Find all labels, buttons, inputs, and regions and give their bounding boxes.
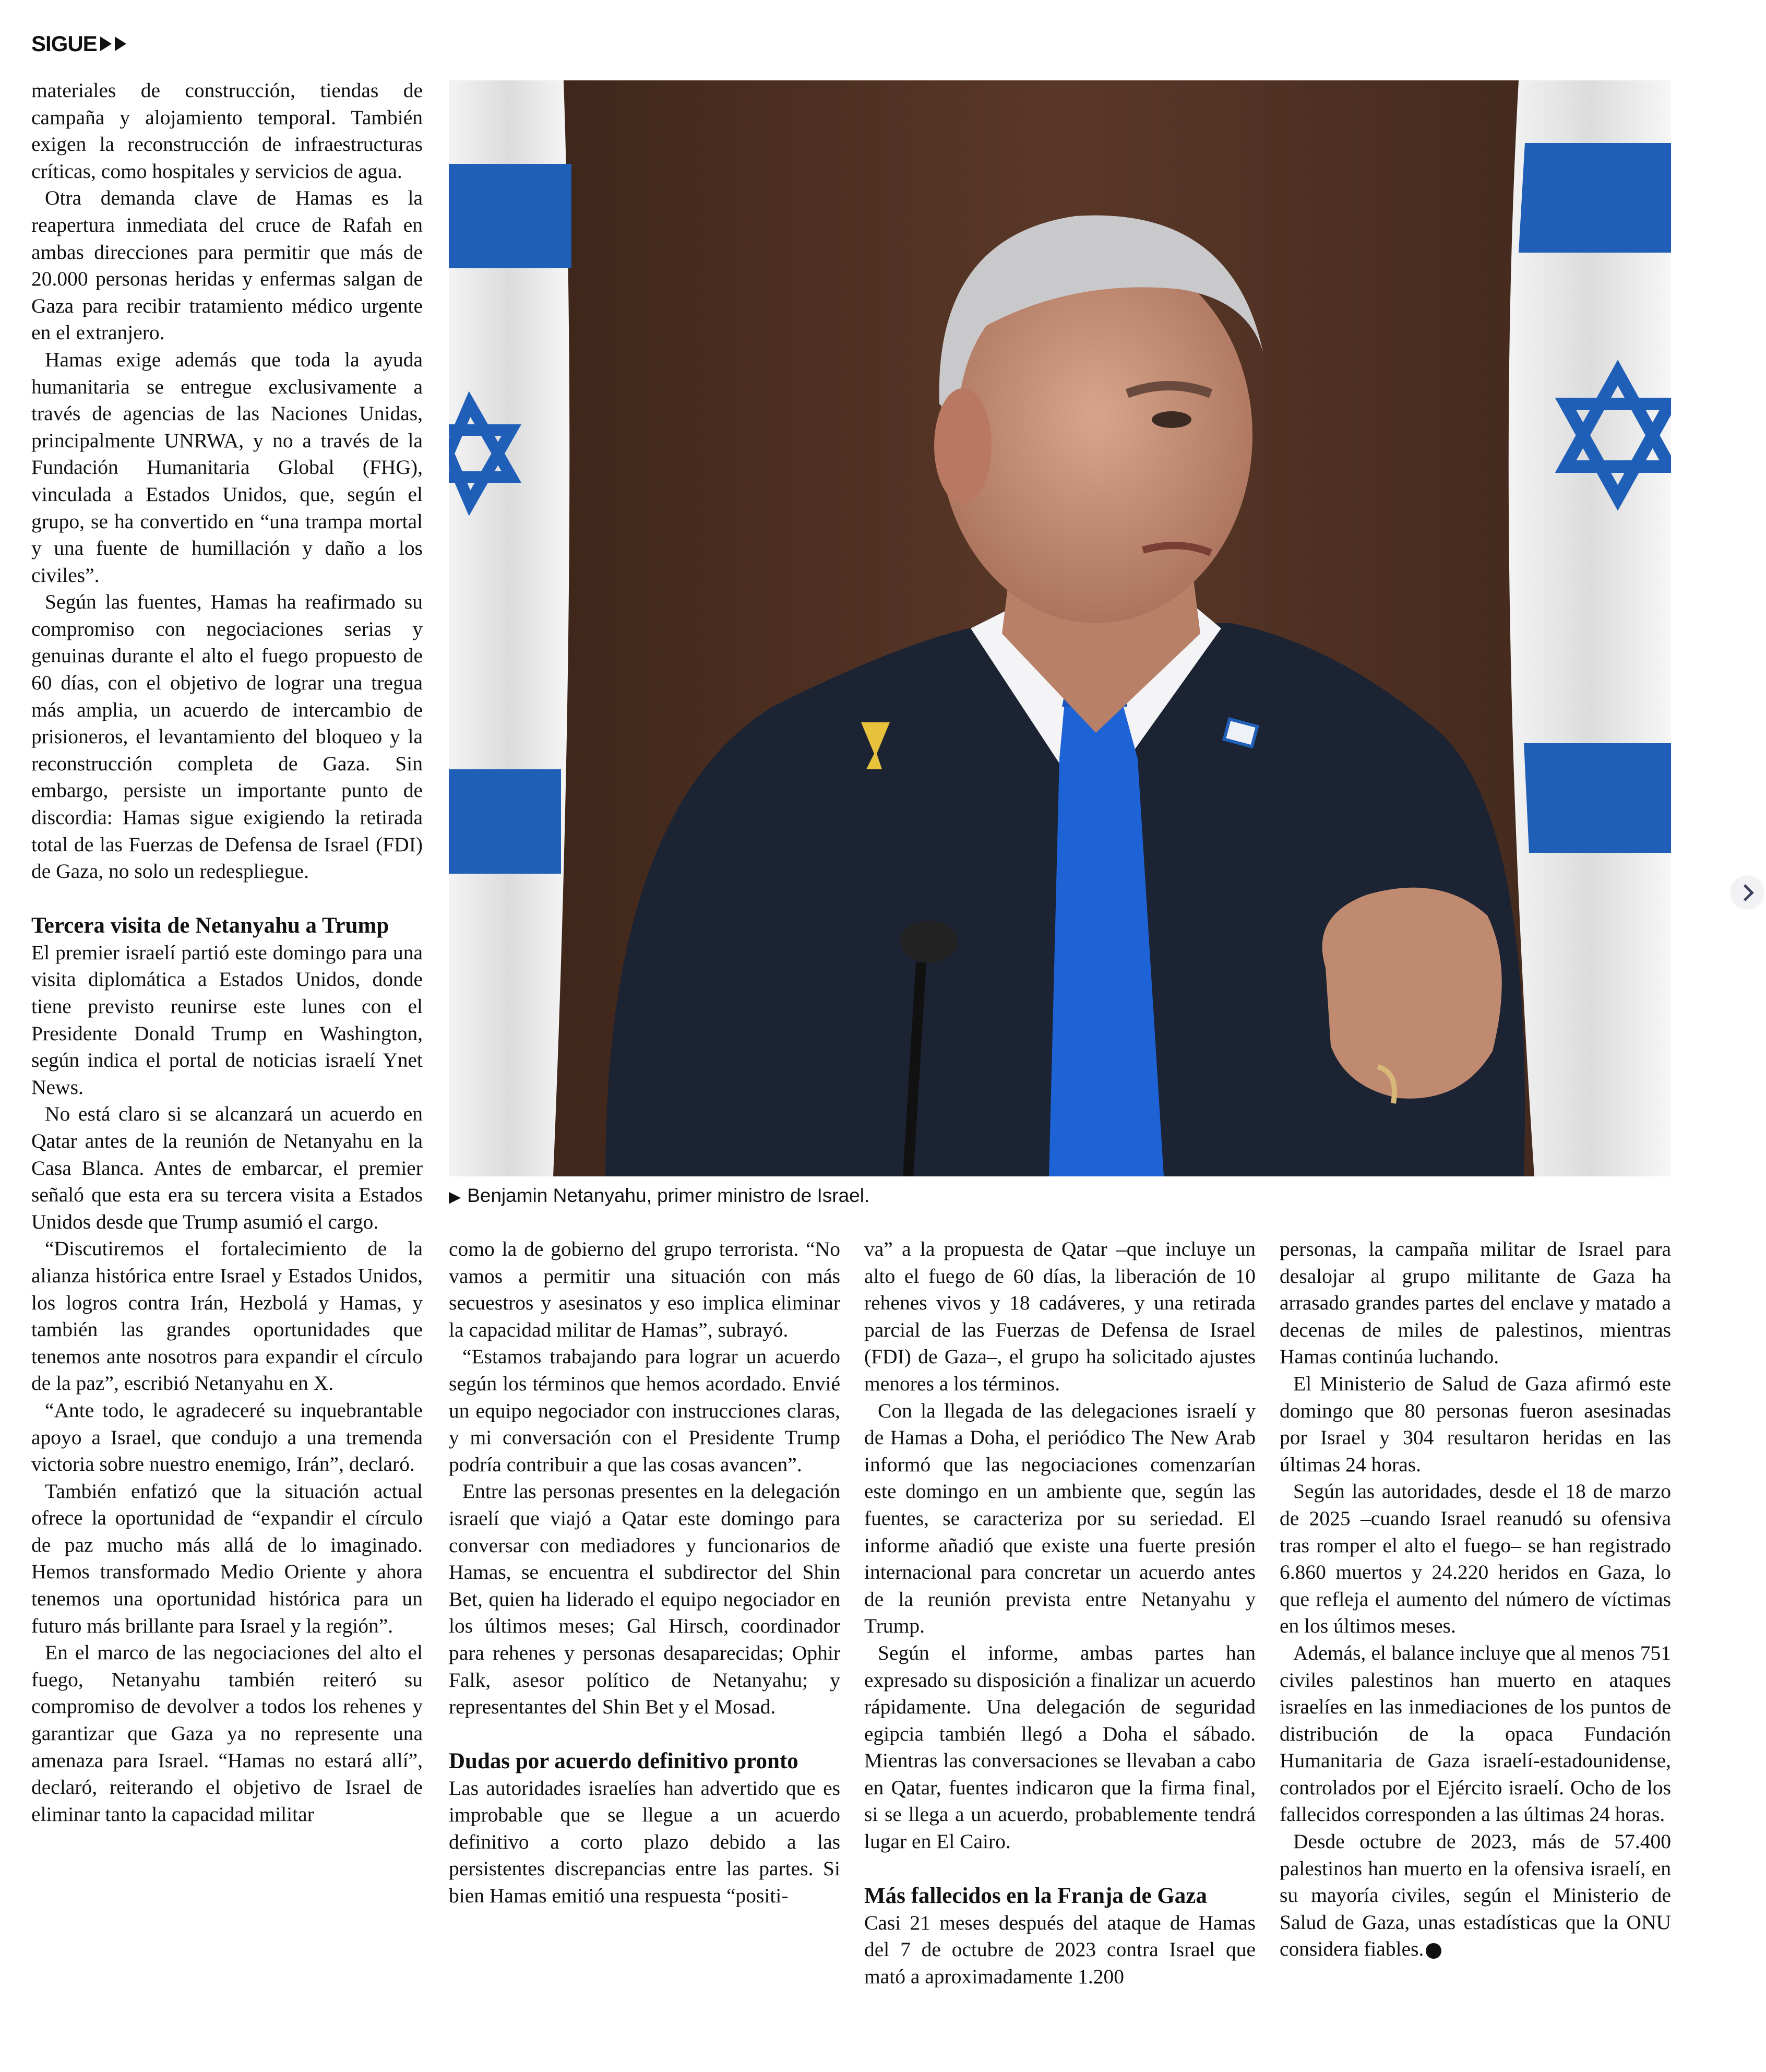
section-heading: Más fallecidos en la Franja de Gaza — [864, 1883, 1207, 1908]
chevron-right-icon — [1737, 884, 1754, 901]
paragraph-final — [1280, 1828, 1671, 1963]
news-photo — [449, 80, 1671, 1176]
paragraph: Según las fuentes, Hamas ha reafirmado su compromiso con negociaciones serias y genuinas durante el alto el fuego propuesto de 60 días, con el objetivo de lograr una tregua más amplia, un acuerdo de intercambio de prisioneros, el levantamiento del bloqueo y la reconstrucción completa de Gaza. Sin embargo, persiste un importante punto de discordia: Hamas sigue exigiendo la retirada total de las Fuerzas de Defensa de Israel (FDI) de Gaza, no solo un redespliegue. — [31, 590, 423, 883]
article-column-3 — [864, 1236, 1256, 1987]
paragraph: como la de gobierno del grupo terrorista. “No vamos a permitir una situación con más secuestros y asesinatos y eso implica eliminar la capacidad militar de Hamas”, subrayó. — [449, 1237, 840, 1341]
paragraph: En el marco de las negociaciones del alto el fuego, Netanyahu también reiteró su compromiso de devolver a todos los rehenes y garantizar que Gaza ya no represente una amenaza para Israel. “Hamas no estará allí”, declaró, reiterando el objetivo de Israel de eliminar tanto la capacidad militar — [31, 1641, 423, 1826]
paragraph: “Estamos trabajando para lograr un acuerdo según los términos que hemos acordado. Envié un equipo negociador con instrucciones claras, y mi conversación con el Presidente Trump podría contribuir a que las cosas avancen”. — [449, 1345, 840, 1476]
arrow-icon-2 — [115, 37, 126, 51]
photo-caption — [449, 1183, 1671, 1210]
article-column-2 — [449, 1236, 840, 1987]
sigue-text: SIGUE — [31, 31, 97, 56]
paragraph: “Ante todo, le agradeceré su inquebrantable apoyo a Israel, que condujo a una tremenda victoria sobre nuestro enemigo, Irán”, declaró. — [31, 1398, 423, 1476]
paragraph: Según las autoridades, desde el 18 de marzo de 2025 –cuando Israel reanudó su ofensiva tras romper el alto el fuego– se han registrado 6.860 muertos y 24.220 heridos en Gaza, lo que refleja el aumento del número de víctimas en los últimos meses. — [1280, 1480, 1671, 1638]
paragraph: Además, el balance incluye que al menos 751 civiles palestinos han muerto en ataques israelíes en las inmediaciones de los puntos de distribución de la opaca Fundación Humanitaria de Gaza israelí-estadounidense, controlados por el Ejército israelí. Ocho de los fallecidos corresponden a las últimas 24 horas. — [1280, 1641, 1671, 1826]
paragraph: También enfatizó que la situación actual ofrece la oportunidad de “expandir el círculo de paz mucho más allá de lo imaginado. Hemos transformado Medio Oriente y ahora tenemos una oportunidad histórica para un futuro más brillante para Israel y la región”. — [31, 1479, 423, 1637]
paragraph: Con la llegada de las delegaciones israelí y de Hamas a Doha, el periódico The New Arab informó que las negociaciones comenzarían este domingo en un ambiente que, según las fuentes, se caracteriza por su seriedad. El informe añadió que existe una fuerte presión internacional para concretar un acuerdo antes de la reunión prevista entre Netanyahu y Trump. — [864, 1399, 1256, 1638]
arrow-icon — [100, 37, 112, 51]
end-of-article-icon — [1426, 1943, 1441, 1959]
paragraph: Hamas exige además que toda la ayuda humanitaria se entregue exclusivamente a través de agencias de las Naciones Unidas, principalmente UNRWA, y no a través de la Fundación Humanitaria Global (FHG), vinculada a Estados Unidos, que, según el grupo, se ha convertido en “una trampa mortal y una fuente de humillación y daño a los civiles”. — [31, 348, 423, 587]
paragraph: El premier israelí partió este domingo para una visita diplomática a Estados Unidos, donde tiene previsto reunirse este lunes con el Presidente Donald Trump en Washington, según indica el portal de noticias israelí Ynet News. — [31, 940, 423, 1099]
caption-text: Benjamin Netanyahu, primer ministro de Israel. — [467, 1185, 870, 1206]
paragraph: Casi 21 meses después del ataque de Hamas del 7 de octubre de 2023 contra Israel que mató a aproximadamente 1.200 — [864, 1911, 1256, 1987]
continues-label — [31, 31, 126, 56]
next-page-button[interactable] — [1732, 877, 1763, 908]
caption-arrow-icon: ▶ — [449, 1188, 461, 1206]
paragraph: Entre las personas presentes en la delegación israelí que viajó a Qatar este domingo para conversar con mediadores y funcionarios de Hamas, se encuentra el subdirector del Shin Bet, quien ha liderado el equipo negociador en los últimos meses; Gal Hirsch, coordinador para rehenes y personas desaparecidas; Ophir Falk, asesor político de Netanyahu; y representantes del Shin Bet y el Mosad. — [449, 1480, 840, 1719]
section-heading: Tercera visita de Netanyahu a Trump — [31, 913, 389, 938]
paragraph: va” a la propuesta de Qatar –que incluye un alto el fuego de 60 días, la liberación de 10 rehenes vivos y 18 cadáveres, y una retirada parcial de las Fuerzas de Defensa de Israel (FDI) de Gaza–, el grupo ha solicitado ajustes menores a los términos. — [864, 1237, 1256, 1395]
paragraph: Según el informe, ambas partes han expresado su disposición a finalizar un acuerdo rápidamente. Una delegación de seguridad egipcia también llegó a Doha el sábado. Mientras las conversaciones se llevaban a cabo en Qatar, fuentes indicaron que la firma final, si se llega a un acuerdo, probablemente tendrá lugar en El Cairo. — [864, 1641, 1256, 1853]
paragraph: Las autoridades israelíes han advertido que es improbable que se llegue a un acuerdo definitivo a corto plazo debido a las persistentes discrepancias entre las partes. Si bien Hamas emitió una respuesta “positi- — [449, 1776, 840, 1908]
paragraph: Otra demanda clave de Hamas es la reapertura inmediata del cruce de Rafah en ambas direcciones para permitir que más de 20.000 personas heridas y enfermas salgan de Gaza para recibir tratamiento médico urgente en el extranjero. — [31, 186, 423, 344]
paragraph: El Ministerio de Salud de Gaza afirmó este domingo que 80 personas fueron asesinadas por Israel y 304 resultaron heridas en las últimas 24 horas. — [1280, 1372, 1671, 1476]
section-heading: Dudas por acuerdo definitivo pronto — [449, 1748, 798, 1773]
article-column-4 — [1280, 1236, 1671, 1987]
photo-illustration — [449, 80, 1671, 1176]
paragraph: personas, la campaña militar de Israel para desalojar al grupo militante de Gaza ha arrasado grandes partes del enclave y matado a decenas de miles de palestinos, mientras Hamas continúa luchando. — [1280, 1237, 1671, 1368]
paragraph: materiales de construcción, tiendas de campaña y alojamiento temporal. También exigen la reconstrucción de infraestructuras críticas, como hospitales y servicios de agua. — [31, 79, 423, 183]
paragraph: No está claro si se alcanzará un acuerdo en Qatar antes de la reunión de Netanyahu en la Casa Blanca. Antes de embarcar, el premier señaló que esta era su tercera visita a Estados Unidos desde que Trump asumió el cargo. — [31, 1102, 423, 1233]
paragraph-text: Desde octubre de 2023, más de 57.400 palestinos han muerto en la ofensiva israelí, en su mayoría civiles, según el Ministerio de Salud de Gaza, unas estadísticas que la ONU considera fiables. — [1280, 1830, 1671, 1961]
article-column-1 — [31, 77, 423, 1987]
paragraph: “Discutiremos el fortalecimiento de la alianza histórica entre Israel y Estados Unidos, los logros contra Irán, Hezbolá y Hamas, y también las grandes oportunidades que tenemos ante nosotros para expandir el círculo de la paz”, escribió Netanyahu en X. — [31, 1237, 423, 1395]
